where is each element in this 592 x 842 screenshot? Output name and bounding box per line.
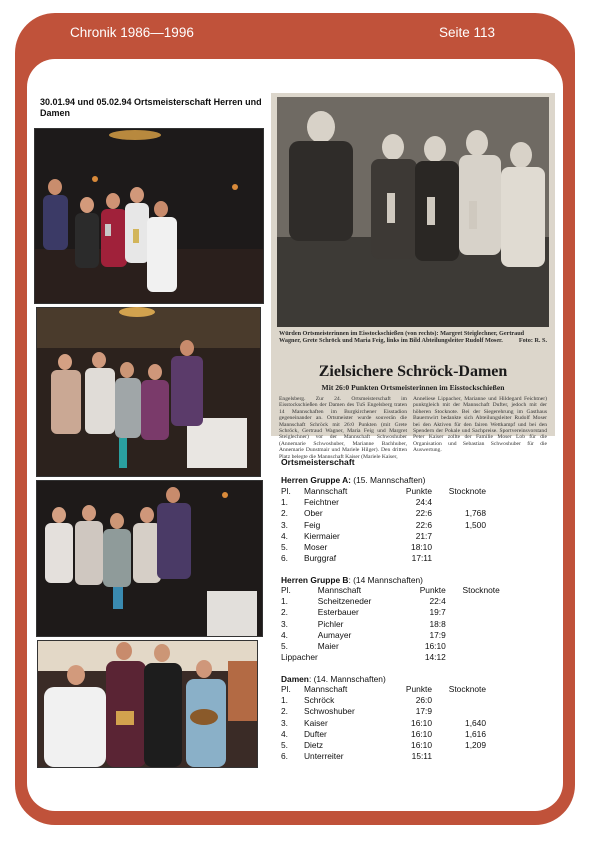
team-cell: Schröck bbox=[304, 695, 335, 706]
place-cell: Pl. bbox=[281, 486, 291, 496]
team-cell: Mannschaft bbox=[317, 585, 362, 595]
points-cell: 16:10 bbox=[411, 717, 432, 728]
points-cell: 18:10 bbox=[411, 542, 432, 553]
team-cell: Mannschaft bbox=[304, 684, 348, 694]
place-cell: 4. bbox=[281, 629, 288, 640]
clipping-subheadline: Mit 26:0 Punkten Ortsmeisterinnen im Eisstockschießen bbox=[321, 383, 505, 392]
stocknote-cell bbox=[436, 497, 486, 508]
clipping-caption-text: Würden Ortsmeisterinnen im Eisstockschießen (von rechts): Margret Steiglechner, Gertraud Wagner, Grete Schröck und Maria Feig, links im Bild Abteilungsleiter Rudolf Moser. bbox=[279, 330, 525, 345]
clipping-photo bbox=[277, 97, 549, 327]
points-cell: 17:9 bbox=[429, 629, 446, 640]
group-note: : (14 Mannschaften) bbox=[348, 575, 423, 585]
points-cell: 26:0 bbox=[415, 695, 432, 706]
points-cell: 22:4 bbox=[429, 596, 446, 607]
stocknote-cell: Stocknote bbox=[448, 684, 486, 694]
table-row bbox=[281, 607, 500, 618]
points-cell: 19:7 bbox=[429, 607, 446, 618]
newspaper-clipping bbox=[271, 93, 555, 460]
table-row bbox=[281, 508, 486, 519]
table-row bbox=[281, 542, 486, 553]
group-name: Herren Gruppe B bbox=[281, 575, 349, 585]
stocknote-cell bbox=[436, 695, 486, 706]
stocknote-cell bbox=[436, 542, 486, 553]
clipping-photo-credit: Foto: R. S. bbox=[518, 337, 547, 345]
points-cell: 15:11 bbox=[411, 751, 432, 762]
place-cell: 5. bbox=[281, 641, 288, 652]
stocknote-cell bbox=[436, 751, 486, 762]
points-cell: 18:8 bbox=[429, 618, 446, 629]
team-cell: Schwoshuber bbox=[304, 706, 355, 717]
page-number: Seite 113 bbox=[439, 25, 496, 40]
group-note: : (14. Mannschaften) bbox=[308, 674, 386, 684]
team-cell: Mannschaft bbox=[304, 486, 348, 496]
place-cell: 6. bbox=[281, 553, 288, 564]
points-cell: 22:6 bbox=[415, 508, 432, 519]
chronicle-title: Chronik 1986—1996 bbox=[70, 25, 194, 40]
place-cell: Lippacher bbox=[281, 652, 318, 663]
stocknote-cell bbox=[450, 619, 500, 630]
place-cell: 6. bbox=[281, 751, 288, 762]
place-cell: 5. bbox=[281, 740, 288, 751]
place-cell: 3. bbox=[281, 618, 288, 629]
clipping-headline: Zielsichere Schröck-Damen bbox=[318, 363, 508, 380]
table-row bbox=[281, 729, 486, 740]
team-cell: Aumayer bbox=[317, 629, 352, 640]
place-cell: 2. bbox=[281, 508, 288, 519]
points-cell: Punkte bbox=[405, 684, 432, 694]
photo-awards-group-3 bbox=[36, 480, 263, 637]
clipping-column-2: Anneliese Lippacher, Marianne und Hildegard Feichtner) punktgleich mit der Mannschaft Dufter, jedoch mit der höheren Stocknote. Bei der Siegerehrung im Gasthaus Bauernwirt bedankte sich Abteilungsleiter Rudolf Moser bei den Aktiven für den fairen Wettkampf und bei den Spendern der Pokale und Sachpreise. Sportvereinsvorstand Peter Kaiser zollte der Familie Moser Lob für die Organisation und Sebastian Schwoshuber für die Auswertung. bbox=[413, 396, 547, 454]
place-cell: 2. bbox=[281, 706, 288, 717]
table-row bbox=[281, 740, 486, 751]
place-cell: 1. bbox=[281, 497, 288, 508]
place-cell: Pl. bbox=[281, 585, 291, 595]
team-cell bbox=[318, 652, 390, 663]
place-cell: 5. bbox=[281, 542, 288, 553]
table-row bbox=[281, 630, 500, 641]
clipping-photo-caption bbox=[279, 330, 547, 345]
points-cell: 21:7 bbox=[415, 530, 432, 541]
place-cell: Pl. bbox=[281, 684, 291, 694]
photo-awards-group-1 bbox=[34, 128, 264, 304]
group-name: Herren Gruppe A: bbox=[281, 475, 351, 485]
stocknote-cell bbox=[436, 706, 486, 717]
table-row bbox=[281, 718, 486, 729]
stocknote-cell: Stocknote bbox=[448, 486, 486, 496]
table-row bbox=[281, 596, 500, 607]
stocknote-cell bbox=[436, 553, 486, 564]
table-header-row bbox=[281, 684, 486, 695]
stocknote-cell: 1,768 bbox=[465, 508, 486, 519]
team-cell: Kaiser bbox=[304, 717, 328, 728]
points-cell: 24:4 bbox=[415, 497, 432, 508]
stocknote-cell: Stocknote bbox=[462, 585, 500, 595]
results-title: Ortsmeisterschaft bbox=[281, 457, 355, 467]
points-cell: 16:10 bbox=[424, 641, 446, 652]
team-cell: Maier bbox=[317, 641, 339, 652]
table-row bbox=[281, 619, 500, 630]
place-cell: 4. bbox=[281, 530, 288, 541]
team-cell: Esterbauer bbox=[317, 607, 359, 618]
team-cell: Burggraf bbox=[304, 553, 337, 564]
points-cell: Punkte bbox=[405, 486, 432, 496]
team-cell: Moser bbox=[304, 542, 328, 553]
stocknote-cell bbox=[450, 607, 500, 618]
group-heading-herren-b bbox=[281, 575, 423, 585]
table-row bbox=[281, 695, 486, 706]
points-cell: 16:10 bbox=[411, 740, 432, 751]
place-cell: 1. bbox=[281, 596, 288, 607]
stocknote-cell bbox=[436, 531, 486, 542]
stocknote-cell: 1,209 bbox=[465, 740, 486, 751]
stocknote-cell bbox=[450, 630, 500, 641]
team-cell: Dietz bbox=[304, 740, 324, 751]
group-heading-herren-a bbox=[281, 475, 425, 485]
stocknote-cell bbox=[450, 641, 500, 652]
results-table-herren-a bbox=[281, 486, 486, 564]
place-cell: 1. bbox=[281, 695, 288, 706]
table-row bbox=[281, 497, 486, 508]
team-cell: Scheitzeneder bbox=[317, 596, 372, 607]
team-cell: Feichtner bbox=[304, 497, 339, 508]
place-cell: 3. bbox=[281, 717, 288, 728]
table-row bbox=[281, 531, 486, 542]
table-header-row bbox=[281, 585, 500, 596]
results-table-herren-b bbox=[281, 585, 500, 663]
results-table-damen bbox=[281, 684, 486, 762]
stocknote-cell: 1,500 bbox=[465, 519, 486, 530]
table-row bbox=[281, 751, 486, 762]
table-header-row bbox=[281, 486, 486, 497]
team-cell: Kiermaier bbox=[304, 530, 340, 541]
stocknote-cell bbox=[450, 596, 500, 607]
table-row bbox=[281, 520, 486, 531]
points-cell: 17:9 bbox=[415, 706, 432, 717]
table-row bbox=[281, 641, 500, 652]
stocknote-cell: 1,640 bbox=[465, 717, 486, 728]
group-note: (15. Mannschaften) bbox=[350, 475, 426, 485]
photo-caption: 30.01.94 und 05.02.94 Ortsmeisterschaft Herren und Damen bbox=[40, 97, 262, 118]
stocknote-cell bbox=[450, 652, 500, 663]
photo-awards-group-4 bbox=[37, 640, 258, 768]
team-cell: Pichler bbox=[317, 618, 344, 629]
team-cell: Unterreiter bbox=[304, 751, 344, 762]
team-cell: Feig bbox=[304, 519, 321, 530]
table-row bbox=[281, 706, 486, 717]
points-cell: 14:12 bbox=[424, 652, 446, 663]
place-cell: 2. bbox=[281, 607, 288, 618]
points-cell: Punkte bbox=[419, 585, 446, 595]
clipping-column-1: Engelsberg. Zur 24. Ortsmeisterschaft im Eisstockschießen der Damen des TuS Engelsberg traten 14 Mannschaften im Burgkirchener Eisstadion gegeneinander an. Ortsmeister wurde souverän die Mannschaft Schröck mit 26:0 Punkten (mit Grete Schröck, Gertraud Wagner, Maria Feig und Margret Steiglechner) vor der Mannschaft Schwoshuber (Annemarie Schwoshuber, Marianne Bachhuber, Annemarie Dunstmair und Mariele Hilger). Den dritten Platz belegte die Mannschaft Kaiser (Mariele Kaiser, bbox=[279, 396, 407, 460]
points-cell: 22:6 bbox=[415, 519, 432, 530]
group-name: Damen bbox=[281, 674, 309, 684]
place-cell: 3. bbox=[281, 519, 288, 530]
table-row bbox=[281, 652, 500, 663]
points-cell: 17:11 bbox=[411, 553, 432, 564]
team-cell: Ober bbox=[304, 508, 323, 519]
stocknote-cell: 1,616 bbox=[465, 728, 486, 739]
team-cell: Dufter bbox=[304, 728, 327, 739]
photo-awards-group-2 bbox=[36, 307, 261, 477]
group-heading-damen bbox=[281, 674, 386, 684]
table-row bbox=[281, 553, 486, 564]
place-cell: 4. bbox=[281, 728, 288, 739]
points-cell: 16:10 bbox=[411, 728, 432, 739]
